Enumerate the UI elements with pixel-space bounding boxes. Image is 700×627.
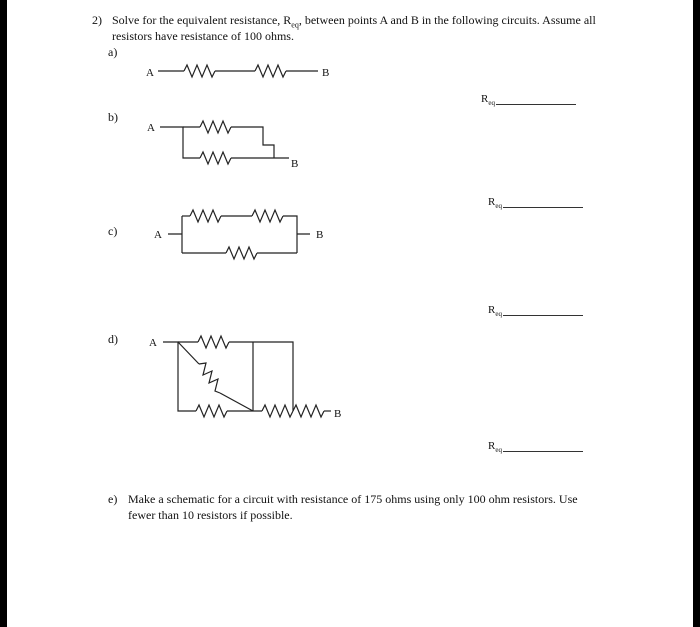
question-line-2: resistors have resistance of 100 ohms. [112,29,294,43]
resistor-d1 [198,336,229,348]
circuit-d [149,336,341,420]
answer-blank-d[interactable]: R eq [488,440,583,452]
circuit-a-node-b: B [322,67,330,79]
part-c-label: c) [108,224,118,238]
resistor-c2 [252,210,283,222]
circuit-d-node-a: A [149,337,157,349]
part-e-label: e) [108,492,118,506]
resistor-b2 [200,152,231,164]
resistor-c1 [190,210,221,222]
circuit-c-node-b: B [316,229,324,241]
answer-blank-c[interactable]: R eq [488,304,583,316]
part-a-label: a) [108,45,118,59]
circuit-b [147,121,298,170]
answer-blank-b[interactable]: R eq [488,196,583,208]
circuit-b-node-a: A [147,122,155,134]
resistor-d2 [199,363,220,393]
resistor-d4 [262,405,293,417]
circuit-a-node-a: A [146,67,154,79]
circuit-b-node-b: B [291,158,299,170]
resistor-a2 [255,65,286,77]
part-d-label: d) [108,332,118,346]
circuit-c-node-a: A [154,229,162,241]
circuit-d-node-b: B [334,408,342,420]
part-e-line-2: fewer than 10 resistors if possible. [128,508,293,522]
resistor-c3 [226,247,257,259]
resistor-d3 [196,405,227,417]
question-number: 2) [92,13,102,27]
resistor-a1 [184,65,215,77]
part-b-label: b) [108,110,118,124]
resistor-d5 [293,405,324,417]
circuit-a [146,65,329,79]
question-line-1: Solve for the equivalent resistance, $R_{eq}$, between points A and B in the following circuits. Assume all [112,13,596,30]
resistor-b1 [200,121,231,133]
part-e-line-1: Make a schematic for a circuit with resistance of 175 ohms using only 100 ohm resistors. Use [128,492,578,506]
answer-blank-a[interactable]: R eq [481,93,576,105]
circuit-c [154,210,323,259]
